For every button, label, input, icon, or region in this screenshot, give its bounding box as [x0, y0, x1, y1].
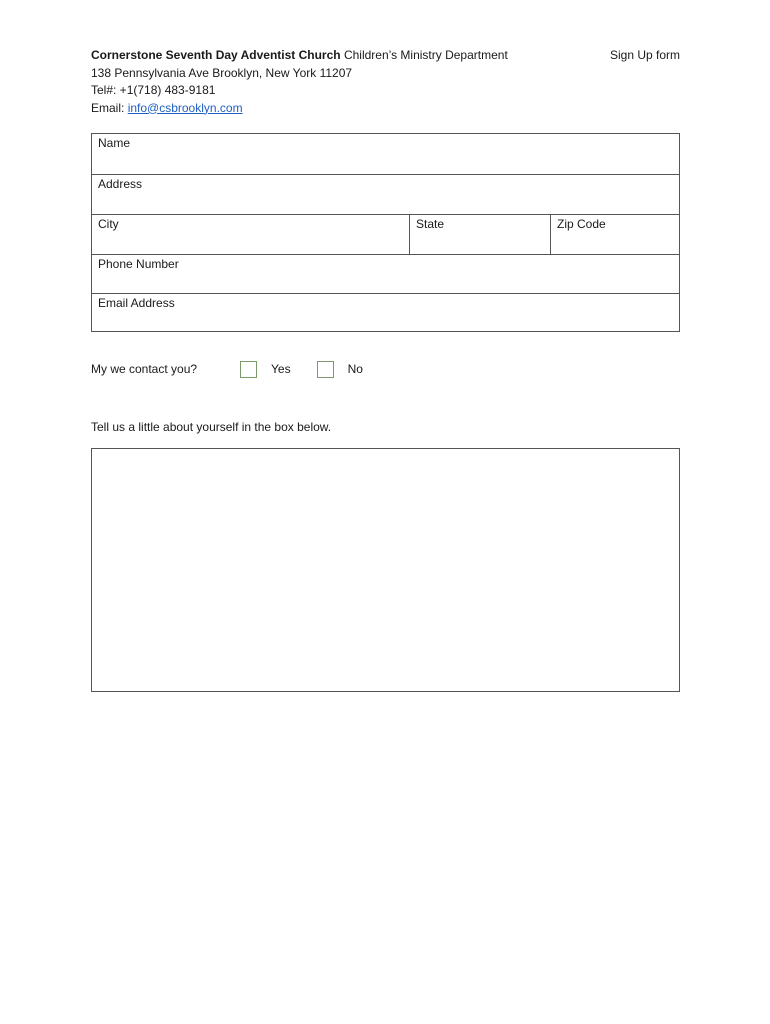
name-row [92, 134, 679, 175]
about-textarea[interactable] [91, 448, 680, 692]
zip-cell [550, 215, 679, 254]
no-checkbox[interactable] [317, 361, 334, 378]
contact-info-table [91, 133, 680, 332]
address-cell [92, 175, 679, 214]
email-address-field[interactable] [98, 310, 673, 328]
email-address-label: Email Address [98, 296, 175, 310]
no-option[interactable] [317, 361, 363, 378]
email-prefix: Email: [91, 100, 128, 115]
state-cell [409, 215, 550, 254]
city-cell [92, 215, 409, 254]
phone-label: Phone Number [98, 257, 179, 271]
email-link[interactable]: info@csbrooklyn.com [127, 100, 243, 115]
contact-permission [91, 358, 363, 380]
city-label: City [98, 217, 119, 231]
yes-label: Yes [271, 362, 291, 376]
city-state-zip-row [92, 215, 679, 255]
about-prompt: Tell us a little about yourself in the box below. [91, 420, 332, 434]
name-field[interactable] [98, 150, 673, 168]
church-name: Cornerstone Seventh Day Adventist Church [91, 48, 341, 62]
address-field[interactable] [98, 191, 673, 209]
yes-option[interactable] [240, 361, 291, 378]
phone-row [92, 255, 679, 294]
email-cell [92, 294, 679, 331]
zip-label: Zip Code [557, 217, 606, 231]
name-cell [92, 134, 679, 174]
name-label: Name [98, 136, 131, 150]
form-header [91, 47, 680, 117]
church-phone: Tel#: +1(718) 483-9181 [91, 83, 216, 97]
header-org-line [91, 47, 680, 65]
yes-checkbox[interactable] [240, 361, 257, 378]
form-title: Sign Up form [609, 48, 680, 62]
phone-field[interactable] [98, 271, 673, 289]
phone-cell [92, 255, 679, 293]
email-row [92, 294, 679, 331]
address-row [92, 175, 679, 215]
state-label: State [416, 217, 445, 231]
church-address: 138 Pennsylvania Ave Brooklyn, New York 11207 [91, 65, 353, 80]
zip-field[interactable] [557, 231, 673, 249]
department-name: Children’s Ministry Department [340, 48, 508, 62]
church-email-line [91, 100, 680, 118]
contact-question: My we contact you? [91, 362, 198, 376]
address-label: Address [98, 177, 143, 191]
city-field[interactable] [98, 231, 403, 249]
state-field[interactable] [416, 231, 544, 249]
no-label: No [347, 362, 363, 376]
